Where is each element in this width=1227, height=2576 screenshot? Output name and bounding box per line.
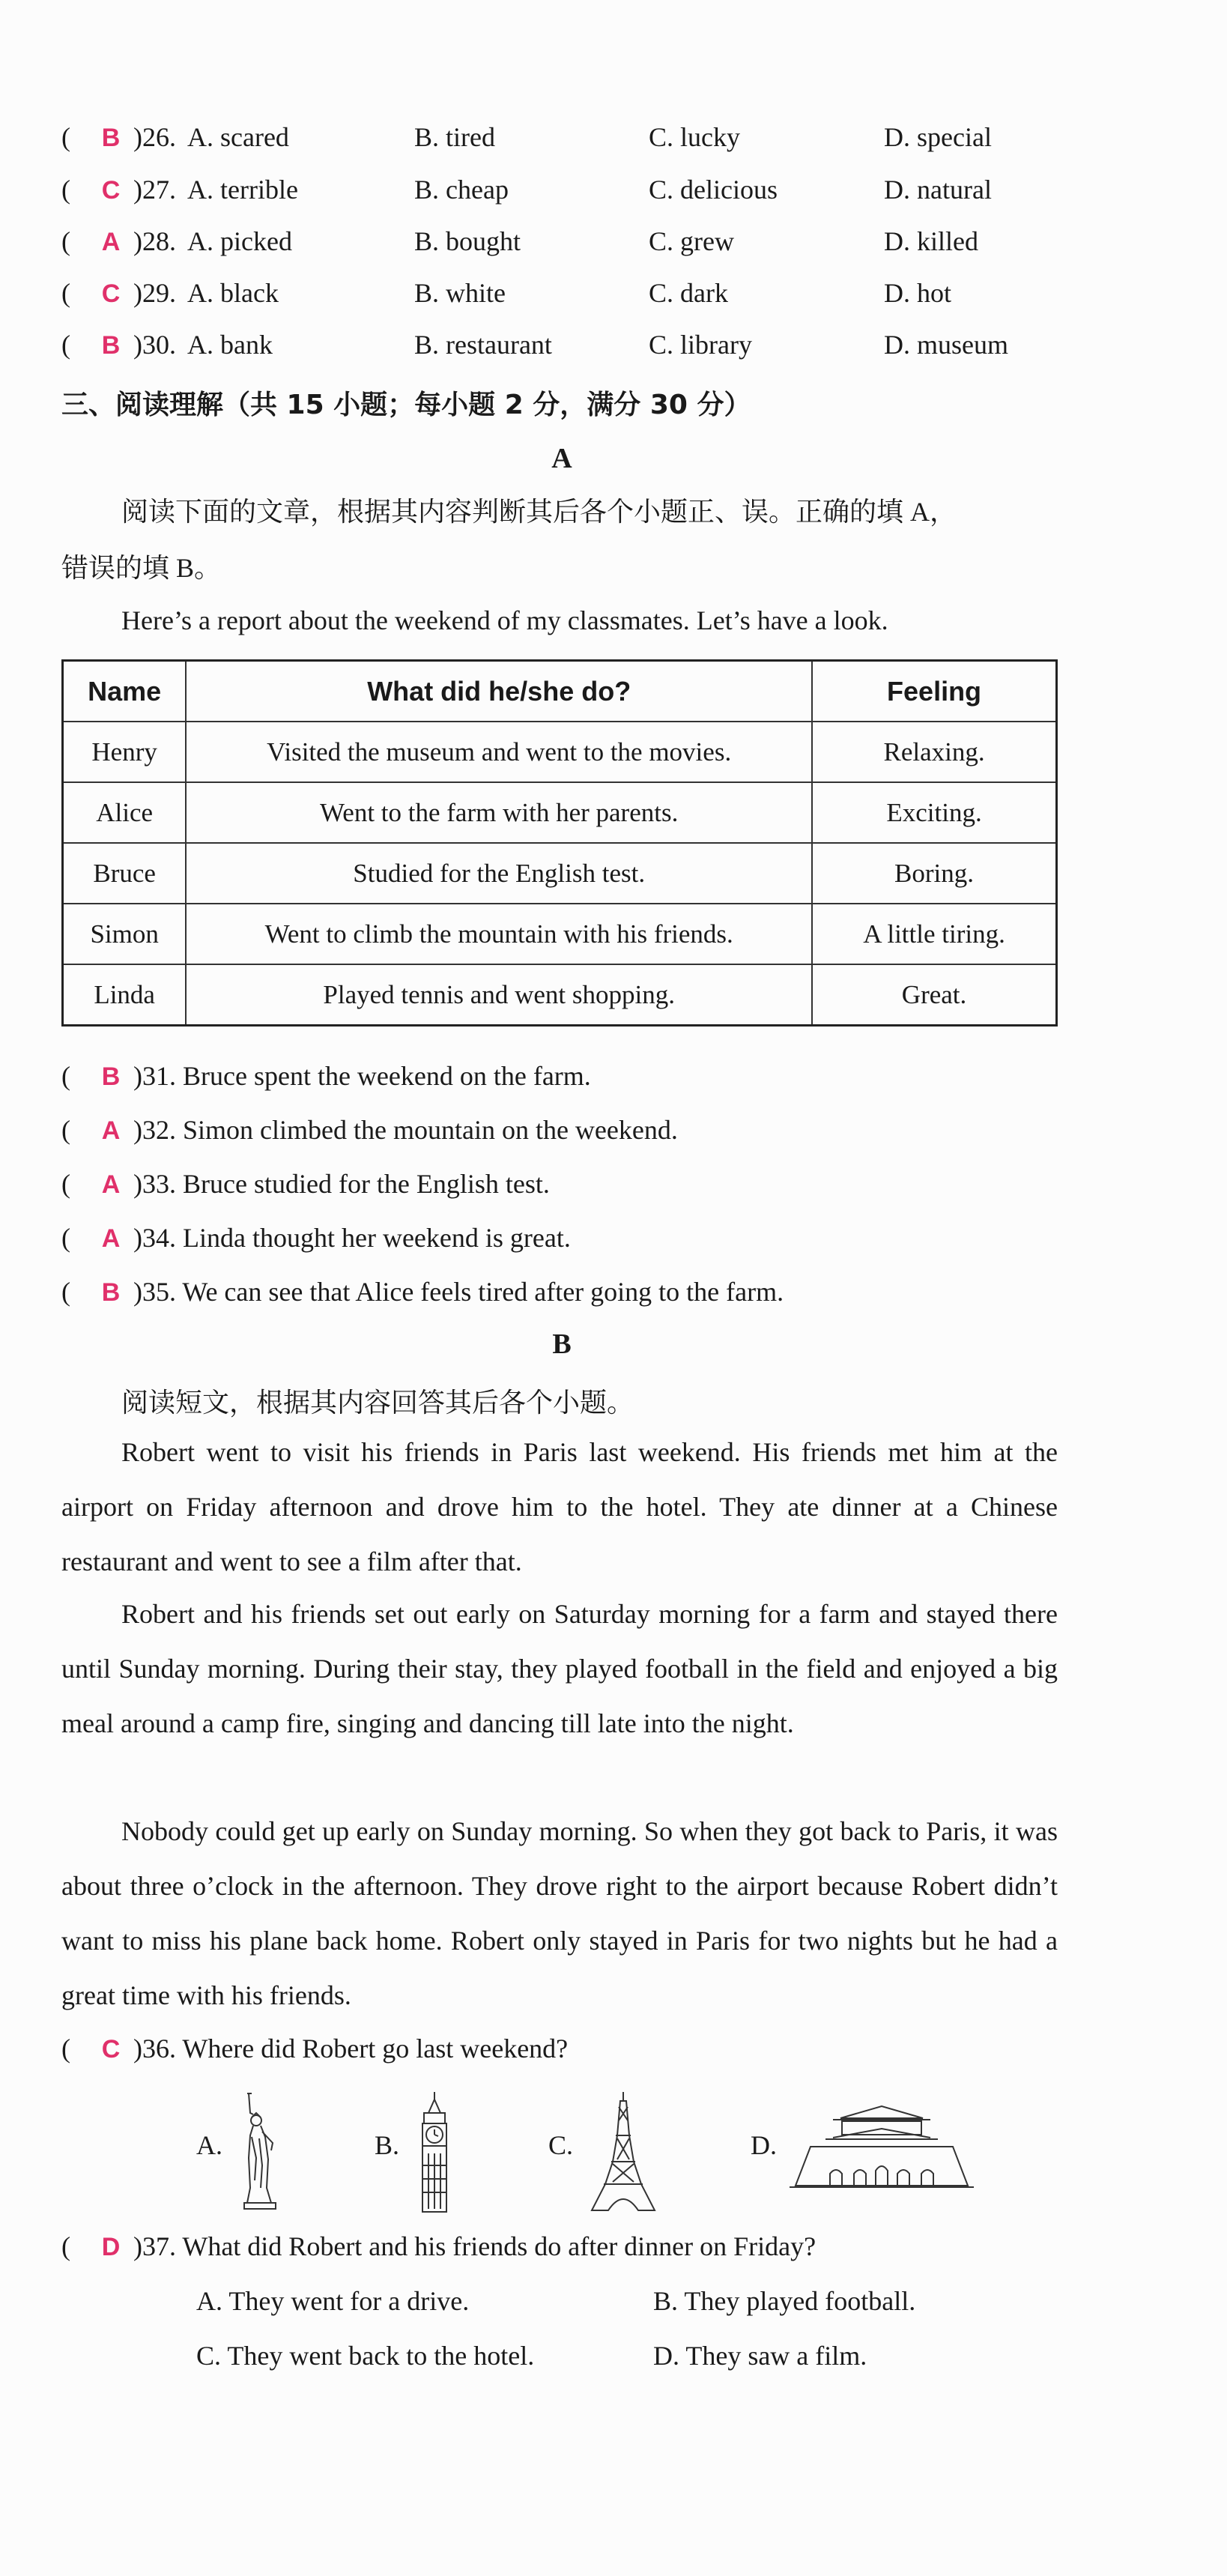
- table-cell: Played tennis and went shopping.: [186, 964, 812, 1026]
- table-cell: Went to climb the mountain with his friends.: [186, 904, 812, 964]
- part-b-instruction: 阅读短文，根据其内容回答其后各个小题。: [121, 1388, 634, 1418]
- eiffel-tower-icon: [586, 2090, 661, 2214]
- option: B. white: [414, 278, 506, 308]
- column-header: Feeling: [812, 661, 1056, 722]
- cloze-item: ( B )26.: [61, 122, 176, 152]
- big-ben-icon: [412, 2090, 457, 2214]
- passage-paragraph: Nobody could get up early on Sunday morning. So when they got back to Paris, it was about three o’clock in the afternoon. They drove right to the airport because Robert didn’t want to miss his plane back home. Robert only stayed in Paris for two nights but he had a great time with his friends.: [61, 1816, 1058, 2010]
- passage-paragraph: Robert went to visit his friends in Paris last weekend. His friends met him at the airport on Friday afternoon and drove him to the hotel. They ate dinner at a Chinese restaurant and went to see a film after that.: [61, 1437, 1058, 1576]
- option-label: A.: [196, 2130, 222, 2160]
- option: C. lucky: [649, 122, 740, 152]
- part-a-label: A: [551, 443, 572, 474]
- table-cell: Exciting.: [812, 782, 1056, 843]
- part-a-intro: Here’s a report about the weekend of my classmates. Let’s have a look.: [121, 605, 888, 635]
- tf-question: ( B )31. Bruce spent the weekend on the farm.: [61, 1061, 591, 1091]
- option: A. scared: [187, 122, 289, 152]
- answer-mark: B: [101, 331, 121, 360]
- option: D. special: [884, 122, 992, 152]
- table-row: [63, 843, 1057, 904]
- option-label: B.: [375, 2130, 400, 2160]
- option: C. library: [649, 330, 752, 360]
- table-cell: A little tiring.: [812, 904, 1056, 964]
- cloze-item: ( B )30.: [61, 330, 176, 360]
- answer-mark: B: [101, 1062, 121, 1091]
- cloze-item: ( C )27.: [61, 175, 176, 205]
- column-header: What did he/she do?: [186, 661, 812, 722]
- option: D. hot: [884, 278, 951, 308]
- option: A. bank: [187, 330, 273, 360]
- option: C. dark: [649, 278, 728, 308]
- option: C. grew: [649, 226, 734, 256]
- tiananmen-icon: [788, 2102, 975, 2192]
- table-cell: Visited the museum and went to the movies.: [186, 722, 812, 782]
- option: C. They went back to the hotel.: [196, 2341, 535, 2371]
- table-cell: Bruce: [63, 843, 187, 904]
- tf-question: ( A )33. Bruce studied for the English test.: [61, 1169, 550, 1199]
- part-a-instruction: 阅读下面的文章，根据其内容判断其后各个小题正、误。正确的填 A，: [121, 497, 957, 527]
- table-cell: Linda: [63, 964, 187, 1026]
- table-row: [63, 782, 1057, 843]
- option: A. picked: [187, 226, 292, 256]
- option: B. bought: [414, 226, 521, 256]
- table-cell: Boring.: [812, 843, 1056, 904]
- answer-mark: C: [101, 176, 121, 205]
- option: B. restaurant: [414, 330, 552, 360]
- table-cell: Great.: [812, 964, 1056, 1026]
- option: A. They went for a drive.: [196, 2286, 470, 2316]
- answer-mark: B: [101, 1278, 121, 1307]
- answer-mark: A: [101, 228, 121, 256]
- answer-mark: D: [101, 2233, 121, 2261]
- table-cell: Went to the farm with her parents.: [186, 782, 812, 843]
- tf-question: ( B )35. We can see that Alice feels tired after going to the farm.: [61, 1277, 784, 1307]
- table-row: [63, 964, 1057, 1026]
- table-row: [63, 722, 1057, 782]
- option: D. They saw a film.: [653, 2341, 867, 2371]
- table-cell: Simon: [63, 904, 187, 964]
- tf-question: ( A )34. Linda thought her weekend is great.: [61, 1223, 571, 1253]
- table-cell: Relaxing.: [812, 722, 1056, 782]
- tf-question: ( A )32. Simon climbed the mountain on the weekend.: [61, 1115, 678, 1145]
- part-b-label: B: [552, 1328, 572, 1360]
- option: D. killed: [884, 226, 978, 256]
- weekend-report-table: [61, 659, 1058, 1027]
- option: B. They played football.: [653, 2286, 916, 2316]
- option: C. delicious: [649, 175, 778, 205]
- answer-mark: B: [101, 124, 121, 152]
- option: D. museum: [884, 330, 1008, 360]
- column-header: Name: [63, 661, 187, 722]
- table-cell: Studied for the English test.: [186, 843, 812, 904]
- answer-mark: C: [101, 279, 121, 308]
- table-header-row: [63, 661, 1057, 722]
- table-row: [63, 904, 1057, 964]
- option-label: C.: [548, 2130, 574, 2160]
- table-cell: Alice: [63, 782, 187, 843]
- section-heading: 三、阅读理解（共 15 小题；每小题 2 分，满分 30 分）: [61, 390, 751, 420]
- answer-mark: A: [101, 1170, 121, 1199]
- option: B. tired: [414, 122, 495, 152]
- answer-mark: A: [101, 1116, 121, 1145]
- table-cell: Henry: [63, 722, 187, 782]
- answer-mark: C: [101, 2035, 121, 2063]
- part-a-instruction-cont: 错误的填 B。: [61, 553, 222, 583]
- answer-mark: A: [101, 1224, 121, 1253]
- question-36: ( C )36. Where did Robert go last weekend?: [61, 2034, 569, 2063]
- cloze-item: ( A )28.: [61, 226, 176, 256]
- question-37: ( D )37. What did Robert and his friends do after dinner on Friday?: [61, 2231, 817, 2261]
- option: A. terrible: [187, 175, 298, 205]
- cloze-item: ( C )29.: [61, 278, 176, 308]
- option: A. black: [187, 278, 279, 308]
- passage-paragraph: Robert and his friends set out early on Saturday morning for a farm and stayed there until Sunday morning. During their stay, they played football in the field and enjoyed a big meal around a camp fire, singing and dancing till late into the night.: [61, 1599, 1058, 1738]
- option-label: D.: [751, 2130, 777, 2160]
- statue-of-liberty-icon: [234, 2090, 286, 2210]
- option: B. cheap: [414, 175, 509, 205]
- option: D. natural: [884, 175, 992, 205]
